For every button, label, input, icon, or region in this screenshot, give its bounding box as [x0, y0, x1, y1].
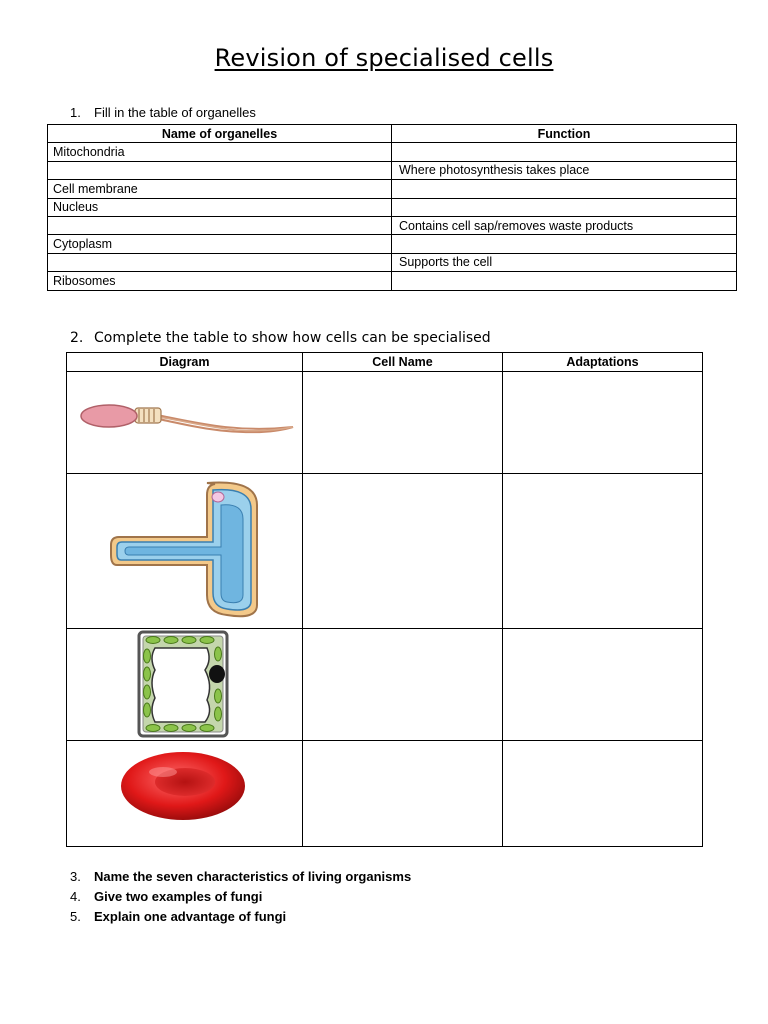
column-header: Function: [392, 125, 737, 143]
table-row: [48, 161, 737, 179]
red-blood-cell-diagram: [67, 742, 303, 846]
table-header-row: [67, 353, 703, 372]
question-1: [70, 105, 256, 120]
question-number: 1.: [70, 105, 81, 120]
table-row: [67, 474, 703, 629]
table-row: [48, 272, 737, 290]
question-text: Complete the table to show how cells can be specialised: [94, 330, 491, 346]
table-row: [48, 253, 737, 271]
table-row: [67, 629, 703, 741]
function-cell[interactable]: Supports the cell: [392, 253, 737, 271]
cell-name-cell[interactable]: [303, 629, 503, 741]
cell-name-cell[interactable]: [303, 372, 503, 474]
table-row: [48, 216, 737, 234]
column-header: Name of organelles: [48, 125, 392, 143]
diagram-cell: [67, 474, 303, 629]
column-header: Cell Name: [303, 353, 503, 372]
adaptations-cell[interactable]: [503, 741, 703, 847]
function-cell[interactable]: Contains cell sap/removes waste products: [392, 216, 737, 234]
organelle-table: [47, 124, 737, 291]
table-row: [48, 143, 737, 161]
organelle-name-cell[interactable]: [48, 216, 392, 234]
function-cell[interactable]: [392, 272, 737, 290]
page-title: Revision of specialised cells: [214, 44, 554, 72]
question-5: [70, 909, 286, 924]
diagram-cell: [67, 629, 303, 741]
column-header: Diagram: [67, 353, 303, 372]
diagram-cell: [67, 741, 303, 847]
cell-name-cell[interactable]: [303, 741, 503, 847]
question-text: Explain one advantage of fungi: [94, 909, 287, 924]
function-cell[interactable]: [392, 180, 737, 198]
root-hair-cell-diagram: [67, 475, 303, 628]
organelle-name-cell[interactable]: Mitochondria: [48, 143, 392, 161]
question-text: Give two examples of fungi: [94, 889, 263, 904]
table-row: [48, 180, 737, 198]
adaptations-cell[interactable]: [503, 372, 703, 474]
adaptations-cell[interactable]: [503, 629, 703, 741]
organelle-name-cell[interactable]: [48, 253, 392, 271]
question-number: 3.: [70, 869, 81, 884]
question-text: Fill in the table of organelles: [94, 105, 256, 120]
function-cell[interactable]: Where photosynthesis takes place: [392, 161, 737, 179]
table-row: [48, 235, 737, 253]
organelle-name-cell[interactable]: Cytoplasm: [48, 235, 392, 253]
question-number: 2.: [70, 330, 84, 346]
function-cell[interactable]: [392, 235, 737, 253]
function-cell[interactable]: [392, 198, 737, 216]
function-cell[interactable]: [392, 143, 737, 161]
organelle-name-cell[interactable]: Ribosomes: [48, 272, 392, 290]
question-number: 5.: [70, 909, 81, 924]
diagram-cell: [67, 372, 303, 474]
palisade-cell-diagram: [67, 630, 303, 740]
question-text: Name the seven characteristics of living organisms: [94, 869, 412, 884]
question-number: 4.: [70, 889, 81, 904]
table-row: [67, 741, 703, 847]
organelle-name-cell[interactable]: Nucleus: [48, 198, 392, 216]
sperm-cell-diagram: [67, 373, 303, 473]
table-row: [48, 198, 737, 216]
table-header-row: [48, 125, 737, 143]
adaptations-cell[interactable]: [503, 474, 703, 629]
column-header: Adaptations: [503, 353, 703, 372]
specialised-cells-table: [66, 352, 703, 847]
cell-name-cell[interactable]: [303, 474, 503, 629]
question-4: [70, 889, 262, 904]
organelle-name-cell[interactable]: [48, 161, 392, 179]
organelle-name-cell[interactable]: Cell membrane: [48, 180, 392, 198]
question-2: [70, 330, 491, 346]
question-3: [70, 869, 411, 884]
table-row: [67, 372, 703, 474]
